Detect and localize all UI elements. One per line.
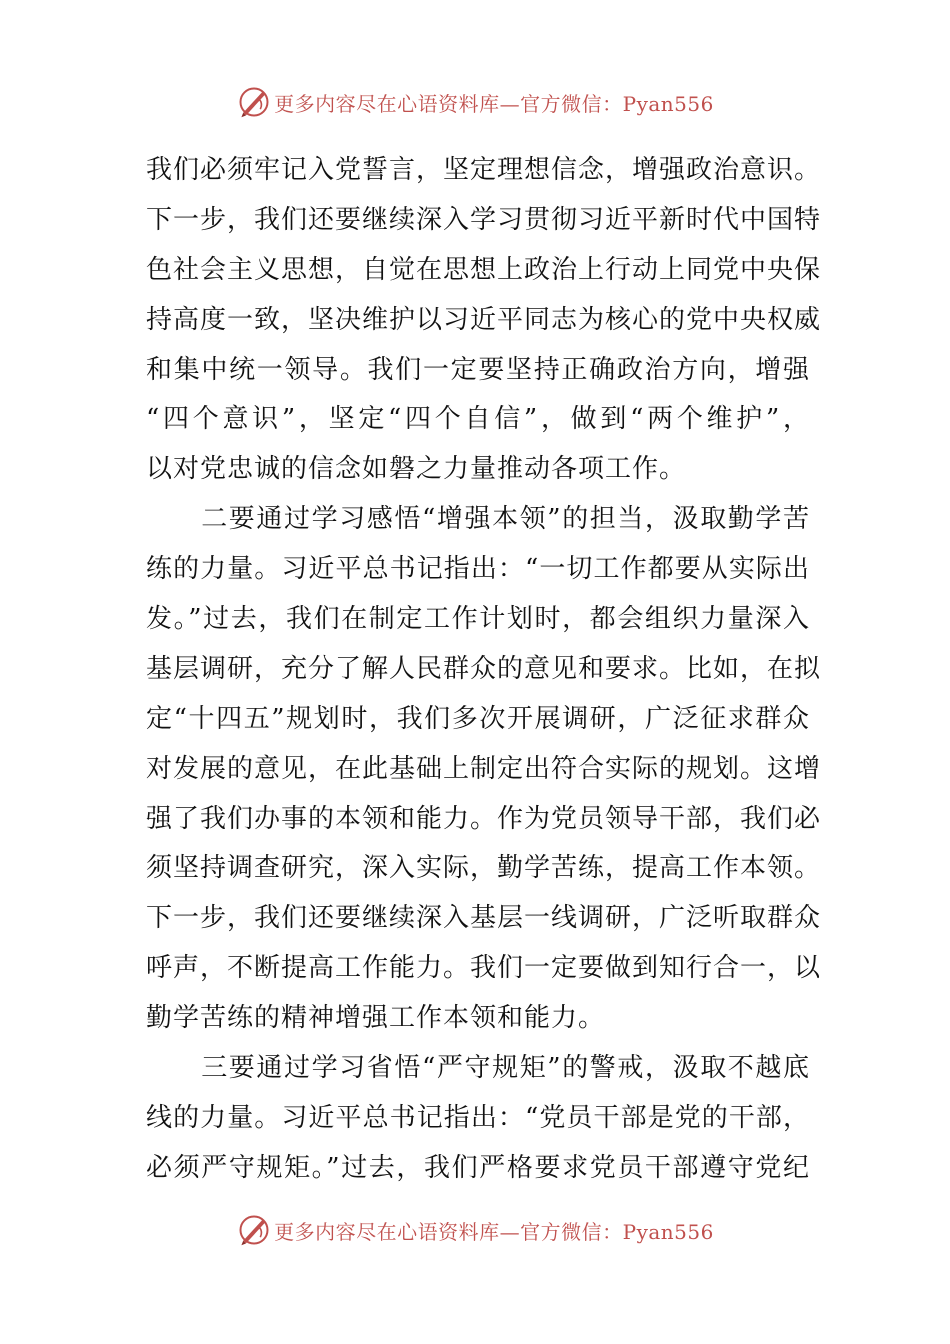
text-line: 勤学苦练的精神增强工作本领和能力。 <box>146 1003 606 1034</box>
text-line: 二要通过学习感悟“增强本领”的担当，汲取勤学苦 <box>146 504 810 535</box>
header-banner-text: 更多内容尽在心语资料库—官方微信：Pyan556 <box>274 91 714 116</box>
text-line: 以对党忠诚的信念如磐之力量推动各项工作。 <box>146 454 687 485</box>
footer-banner-text: 更多内容尽在心语资料库—官方微信：Pyan556 <box>274 1219 714 1244</box>
text-line: 三要通过学习省悟“严守规矩”的警戒，汲取不越底 <box>146 1053 810 1084</box>
text-line: 我们必须牢记入党誓言，坚定理想信念，增强政治意识。 <box>146 155 822 185</box>
text-line: 呼声，不断提高工作能力。我们一定要做到知行合一，以 <box>146 953 822 984</box>
text-line: 练的力量。习近平总书记指出：“一切工作都要从实际出 <box>146 554 810 585</box>
pen-logo-icon <box>236 84 272 120</box>
text-line: 发。”过去，我们在制定工作计划时，都会组织力量深入 <box>146 604 810 635</box>
text-line: 线的力量。习近平总书记指出：“党员干部是党的干部， <box>146 1102 810 1133</box>
text-line: 下一步，我们还要继续深入基层一线调研，广泛听取群众 <box>146 903 822 934</box>
text-line: 强了我们办事的本领和能力。作为党员领导干部，我们必 <box>146 803 822 834</box>
document-body <box>146 146 822 1194</box>
text-line: 和集中统一领导。我们一定要坚持正确政治方向，增强 <box>146 354 810 385</box>
text-line: 下一步，我们还要继续深入学习贯彻习近平新时代中国特 <box>146 204 822 235</box>
text-line: 色社会主义思想，自觉在思想上政治上行动上同党中央保 <box>146 254 822 285</box>
text-line: 必须严守规矩。”过去，我们严格要求党员干部遵守党纪 <box>146 1152 810 1183</box>
text-line: 对发展的意见，在此基础上制定出符合实际的规划。这增 <box>146 753 822 784</box>
text-line: “四个意识”，坚定“四个自信”，做到“两个维护”， <box>146 404 810 435</box>
header-banner <box>0 82 950 122</box>
text-line: 基层调研，充分了解人民群众的意见和要求。比如，在拟 <box>146 653 822 684</box>
text-line: 持高度一致，坚决维护以习近平同志为核心的党中央权威 <box>146 304 822 335</box>
pen-logo-icon <box>236 1212 272 1248</box>
text-line: 须坚持调查研究，深入实际，勤学苦练，提高工作本领。 <box>146 853 822 884</box>
footer-banner <box>0 1210 950 1250</box>
text-line: 定“十四五”规划时，我们多次开展调研，广泛征求群众 <box>146 703 810 734</box>
